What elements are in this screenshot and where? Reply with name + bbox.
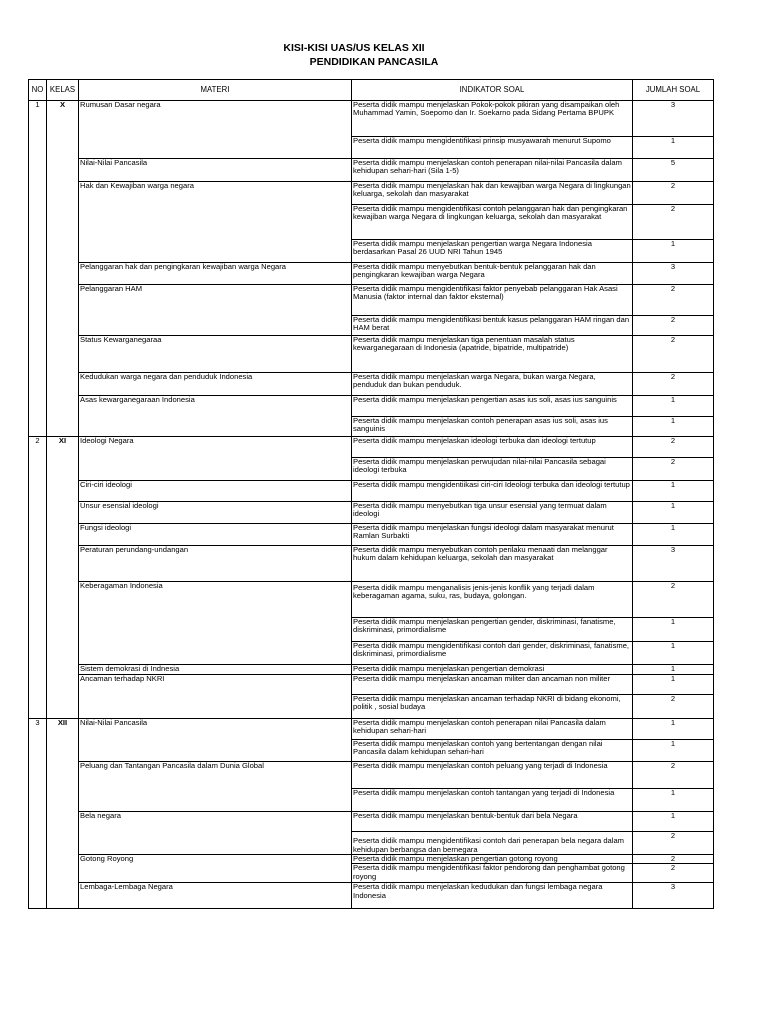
- table-row: [29, 812, 714, 832]
- table-row: [29, 855, 714, 864]
- indikator-cell: Peserta didik mampu mengidentiikasi ciri-ciri Ideologi terbuka dan ideologi tertutup: [352, 481, 633, 502]
- jumlah-cell: 2: [633, 205, 714, 240]
- indikator-cell: Peserta didik mampu menjelaskan pengertian asas ius soli, asas ius sanguinis: [352, 396, 633, 417]
- materi-cell: Hak dan Kewajiban warga negara: [79, 182, 352, 263]
- group-kelas: XI: [47, 437, 79, 719]
- indikator-cell: Peserta didik mampu mengidentifikasi bentuk kasus pelanggaran HAM ringan dan HAM berat: [352, 316, 633, 336]
- document-subtitle: PENDIDIKAN PANCASILA: [309, 56, 439, 68]
- indikator-cell: Peserta didik mampu menjelaskan tiga penentuan masalah status kewarganegaraan di Indonesia (apatride, bipatride, multipatride): [352, 336, 633, 373]
- jumlah-cell: 3: [633, 263, 714, 285]
- materi-cell: Pelanggaran HAM: [79, 285, 352, 336]
- table-row: [29, 582, 714, 618]
- jumlah-cell: 1: [633, 789, 714, 812]
- indikator-cell: Peserta didik mampu menjelaskan hak dan kewajiban warga Negara di lingkungan keluarga, sekolah dan masyarakat: [352, 182, 633, 205]
- group-kelas: XII: [47, 719, 79, 909]
- materi-cell: Keberagaman Indonesia: [79, 582, 352, 665]
- table-row: [29, 524, 714, 546]
- table-row: [29, 719, 714, 740]
- indikator-cell: Peserta didik mampu menjelaskan ideologi terbuka dan ideologi tertutup: [352, 437, 633, 458]
- table-row: [29, 546, 714, 582]
- table-row: [29, 101, 714, 137]
- table-row: [29, 263, 714, 285]
- table-row: [29, 285, 714, 316]
- indikator-cell: Peserta didik mampu menganalisis jenis-jenis konflik yang terjadi dalam keberagaman agama, suku, ras, budaya, golongan.: [352, 582, 633, 618]
- jumlah-cell: 2: [633, 336, 714, 373]
- jumlah-cell: 1: [633, 665, 714, 675]
- indikator-cell: Peserta didik mampu menjelaskan ancaman terhadap NKRI di bidang ekonomi, politik , sosial budaya: [352, 695, 633, 719]
- jumlah-cell: 1: [633, 740, 714, 762]
- kisi-kisi-table: [28, 79, 714, 909]
- table-row: [29, 762, 714, 789]
- materi-cell: Ideologi Negara: [79, 437, 352, 481]
- jumlah-cell: 3: [633, 101, 714, 137]
- indikator-cell: Peserta didik mampu menjelaskan pengertian gender, diskriminasi, fanatisme, diskriminasi, primordialisme: [352, 618, 633, 642]
- materi-cell: Ancaman terhadap NKRI: [79, 675, 352, 719]
- materi-cell: Status Kewarganegaraa: [79, 336, 352, 373]
- materi-cell: Ciri-ciri ideologi: [79, 481, 352, 502]
- indikator-cell: Peserta didik mampu mengidentifikasi contoh dari gender, diskriminasi, fanatisme, diskriminasi, primordialisme: [352, 642, 633, 665]
- group-no: 1: [29, 101, 47, 437]
- jumlah-cell: 3: [633, 883, 714, 909]
- table-row: [29, 336, 714, 373]
- group-no: 3: [29, 719, 47, 909]
- jumlah-cell: 1: [633, 719, 714, 740]
- materi-cell: Kedudukan warga negara dan penduduk Indonesia: [79, 373, 352, 396]
- header-no: NO: [29, 80, 47, 101]
- table-row: [29, 675, 714, 695]
- indikator-cell: Peserta didik mampu menjelaskan warga Negara, bukan warga Negara, penduduk dan bukan penduduk.: [352, 373, 633, 396]
- materi-cell: Peluang dan Tantangan Pancasila dalam Dunia Global: [79, 762, 352, 812]
- materi-cell: Asas kewarganegaraan Indonesia: [79, 396, 352, 437]
- header-kelas: KELAS: [47, 80, 79, 101]
- jumlah-cell: 1: [633, 812, 714, 832]
- jumlah-cell: 2: [633, 285, 714, 316]
- jumlah-cell: 5: [633, 159, 714, 182]
- indikator-cell: Peserta didik mampu menjelaskan perwujudan nilai-nilai Pancasila sebagai ideologi terbuka: [352, 458, 633, 481]
- indikator-cell: Peserta didik mampu menjelaskan kedudukan dan fungsi lembaga negara Indonesia: [352, 883, 633, 909]
- indikator-cell: Peserta didik mampu mengidentifikasi faktor pendorong dan penghambat gotong royong: [352, 864, 633, 883]
- jumlah-cell: 1: [633, 502, 714, 524]
- materi-cell: Lembaga-Lembaga Negara: [79, 883, 352, 909]
- materi-cell: Nilai-Nilai Pancasila: [79, 719, 352, 762]
- jumlah-cell: 2: [633, 582, 714, 618]
- table-row: [29, 437, 714, 458]
- header-indikator: INDIKATOR SOAL: [352, 80, 633, 101]
- indikator-cell: Peserta didik mampu menjelaskan ancaman militer dan ancaman non militer: [352, 675, 633, 695]
- indikator-cell: Peserta didik mampu menjelaskan contoh penerapan asas ius soli, asas ius sanguinis: [352, 417, 633, 437]
- materi-cell: Pelanggaran hak dan pengingkaran kewajiban warga Negara: [79, 263, 352, 285]
- table-row: [29, 182, 714, 205]
- document-title: KISI-KISI UAS/US KELAS XII: [283, 42, 425, 54]
- group-no: 2: [29, 437, 47, 719]
- jumlah-cell: 2: [633, 316, 714, 336]
- indikator-cell: Peserta didik mampu menjelaskan Pokok-pokok pikiran yang disampaikan oleh Muhammad Yamin, Soepomo dan Ir. Soekarno pada Sidang Pertama BPUPK: [352, 101, 633, 137]
- jumlah-cell: 2: [633, 762, 714, 789]
- jumlah-cell: 1: [633, 675, 714, 695]
- indikator-cell: Peserta didik mampu menjelaskan pengertian warga Negara Indonesia berdasarkan Pasal 26 UUD NRI Tahun 1945: [352, 240, 633, 263]
- table-row: [29, 502, 714, 524]
- indikator-cell: Peserta didik mampu menyebutkan contoh perilaku menaati dan melanggar hukum dalam kehidupan keluarga, sekolah dan masyarakat: [352, 546, 633, 582]
- indikator-cell: Peserta didik mampu menyebutkan tiga unsur esensial yang termuat dalam ideologi: [352, 502, 633, 524]
- table-header-row: [29, 80, 714, 101]
- table-row: [29, 481, 714, 502]
- indikator-cell: Peserta didik mampu menjelaskan contoh tantangan yang terjadi di Indonesia: [352, 789, 633, 812]
- header-materi: MATERI: [79, 80, 352, 101]
- jumlah-cell: 2: [633, 373, 714, 396]
- indikator-cell: Peserta didik mampu menjelaskan bentuk-bentuk dari bela Negara: [352, 812, 633, 832]
- table-row: [29, 373, 714, 396]
- materi-cell: Nilai-Nilai Pancasila: [79, 159, 352, 182]
- materi-cell: Fungsi ideologi: [79, 524, 352, 546]
- jumlah-cell: 1: [633, 240, 714, 263]
- indikator-cell: Peserta didik mampu menjelaskan contoh yang bertentangan dengan nilai Pancasila dalam kehidupan sehari-hari: [352, 740, 633, 762]
- jumlah-cell: 2: [633, 458, 714, 481]
- materi-cell: Bela negara: [79, 812, 352, 855]
- indikator-cell: Peserta didik mampu mengidentifikasi contoh dari penerapan bela negara dalam kehidupan berbangsa dan bernegara: [352, 832, 633, 855]
- jumlah-cell: 1: [633, 396, 714, 417]
- indikator-cell: Peserta didik mampu menjelaskan contoh peluang yang terjadi di Indonesia: [352, 762, 633, 789]
- indikator-cell: Peserta didik mampu mengidentifikasi contoh pelanggaran hak dan pengingkaran kewajiban warga Negara di lingkungan keluarga, sekolah dan masyarakat: [352, 205, 633, 240]
- jumlah-cell: 1: [633, 642, 714, 665]
- table-row: [29, 883, 714, 909]
- table-row: [29, 396, 714, 417]
- jumlah-cell: 2: [633, 695, 714, 719]
- materi-cell: Peraturan perundang-undangan: [79, 546, 352, 582]
- group-kelas: X: [47, 101, 79, 437]
- header-jumlah: JUMLAH SOAL: [633, 80, 714, 101]
- jumlah-cell: 1: [633, 417, 714, 437]
- jumlah-cell: 1: [633, 618, 714, 642]
- indikator-cell: Peserta didik mampu menjelaskan pengertian gotong royong: [352, 855, 633, 864]
- jumlah-cell: 1: [633, 137, 714, 159]
- jumlah-cell: 2: [633, 437, 714, 458]
- indikator-cell: Peserta didik mampu menyebutkan bentuk-bentuk pelanggaran hak dan pengingkaran kewajiban warga Negara: [352, 263, 633, 285]
- materi-cell: Rumusan Dasar negara: [79, 101, 352, 159]
- jumlah-cell: 2: [633, 182, 714, 205]
- table-row: [29, 665, 714, 675]
- indikator-cell: Peserta didik mampu menjelaskan contoh penerapan nilai-nilai Pancasila dalam kehidupan sehari-hari (Sila 1-5): [352, 159, 633, 182]
- jumlah-cell: 2: [633, 832, 714, 855]
- jumlah-cell: 2: [633, 864, 714, 883]
- jumlah-cell: 3: [633, 546, 714, 582]
- indikator-cell: Peserta didik mampu menjelaskan fungsi ideologi dalam masyarakat menurut Ramlan Surbakti: [352, 524, 633, 546]
- jumlah-cell: 1: [633, 481, 714, 502]
- indikator-cell: Peserta didik mampu menjelaskan pengertian demokrasi: [352, 665, 633, 675]
- materi-cell: Unsur esensial ideologi: [79, 502, 352, 524]
- jumlah-cell: 1: [633, 524, 714, 546]
- jumlah-cell: 2: [633, 855, 714, 864]
- indikator-cell: Peserta didik mampu mengidentifikasi prinsip musyawarah menurut Supomo: [352, 137, 633, 159]
- materi-cell: Gotong Royong: [79, 855, 352, 883]
- indikator-cell: Peserta didik mampu mengidentifikasi faktor penyebab pelanggaran Hak Asasi Manusia (faktor internal dan faktor eksternal): [352, 285, 633, 316]
- materi-cell: Sistem demokrasi di Indnesia: [79, 665, 352, 675]
- indikator-cell: Peserta didik mampu menjelaskan contoh penerapan nilai Pancasila dalam kehidupan sehari-hari: [352, 719, 633, 740]
- table-row: [29, 159, 714, 182]
